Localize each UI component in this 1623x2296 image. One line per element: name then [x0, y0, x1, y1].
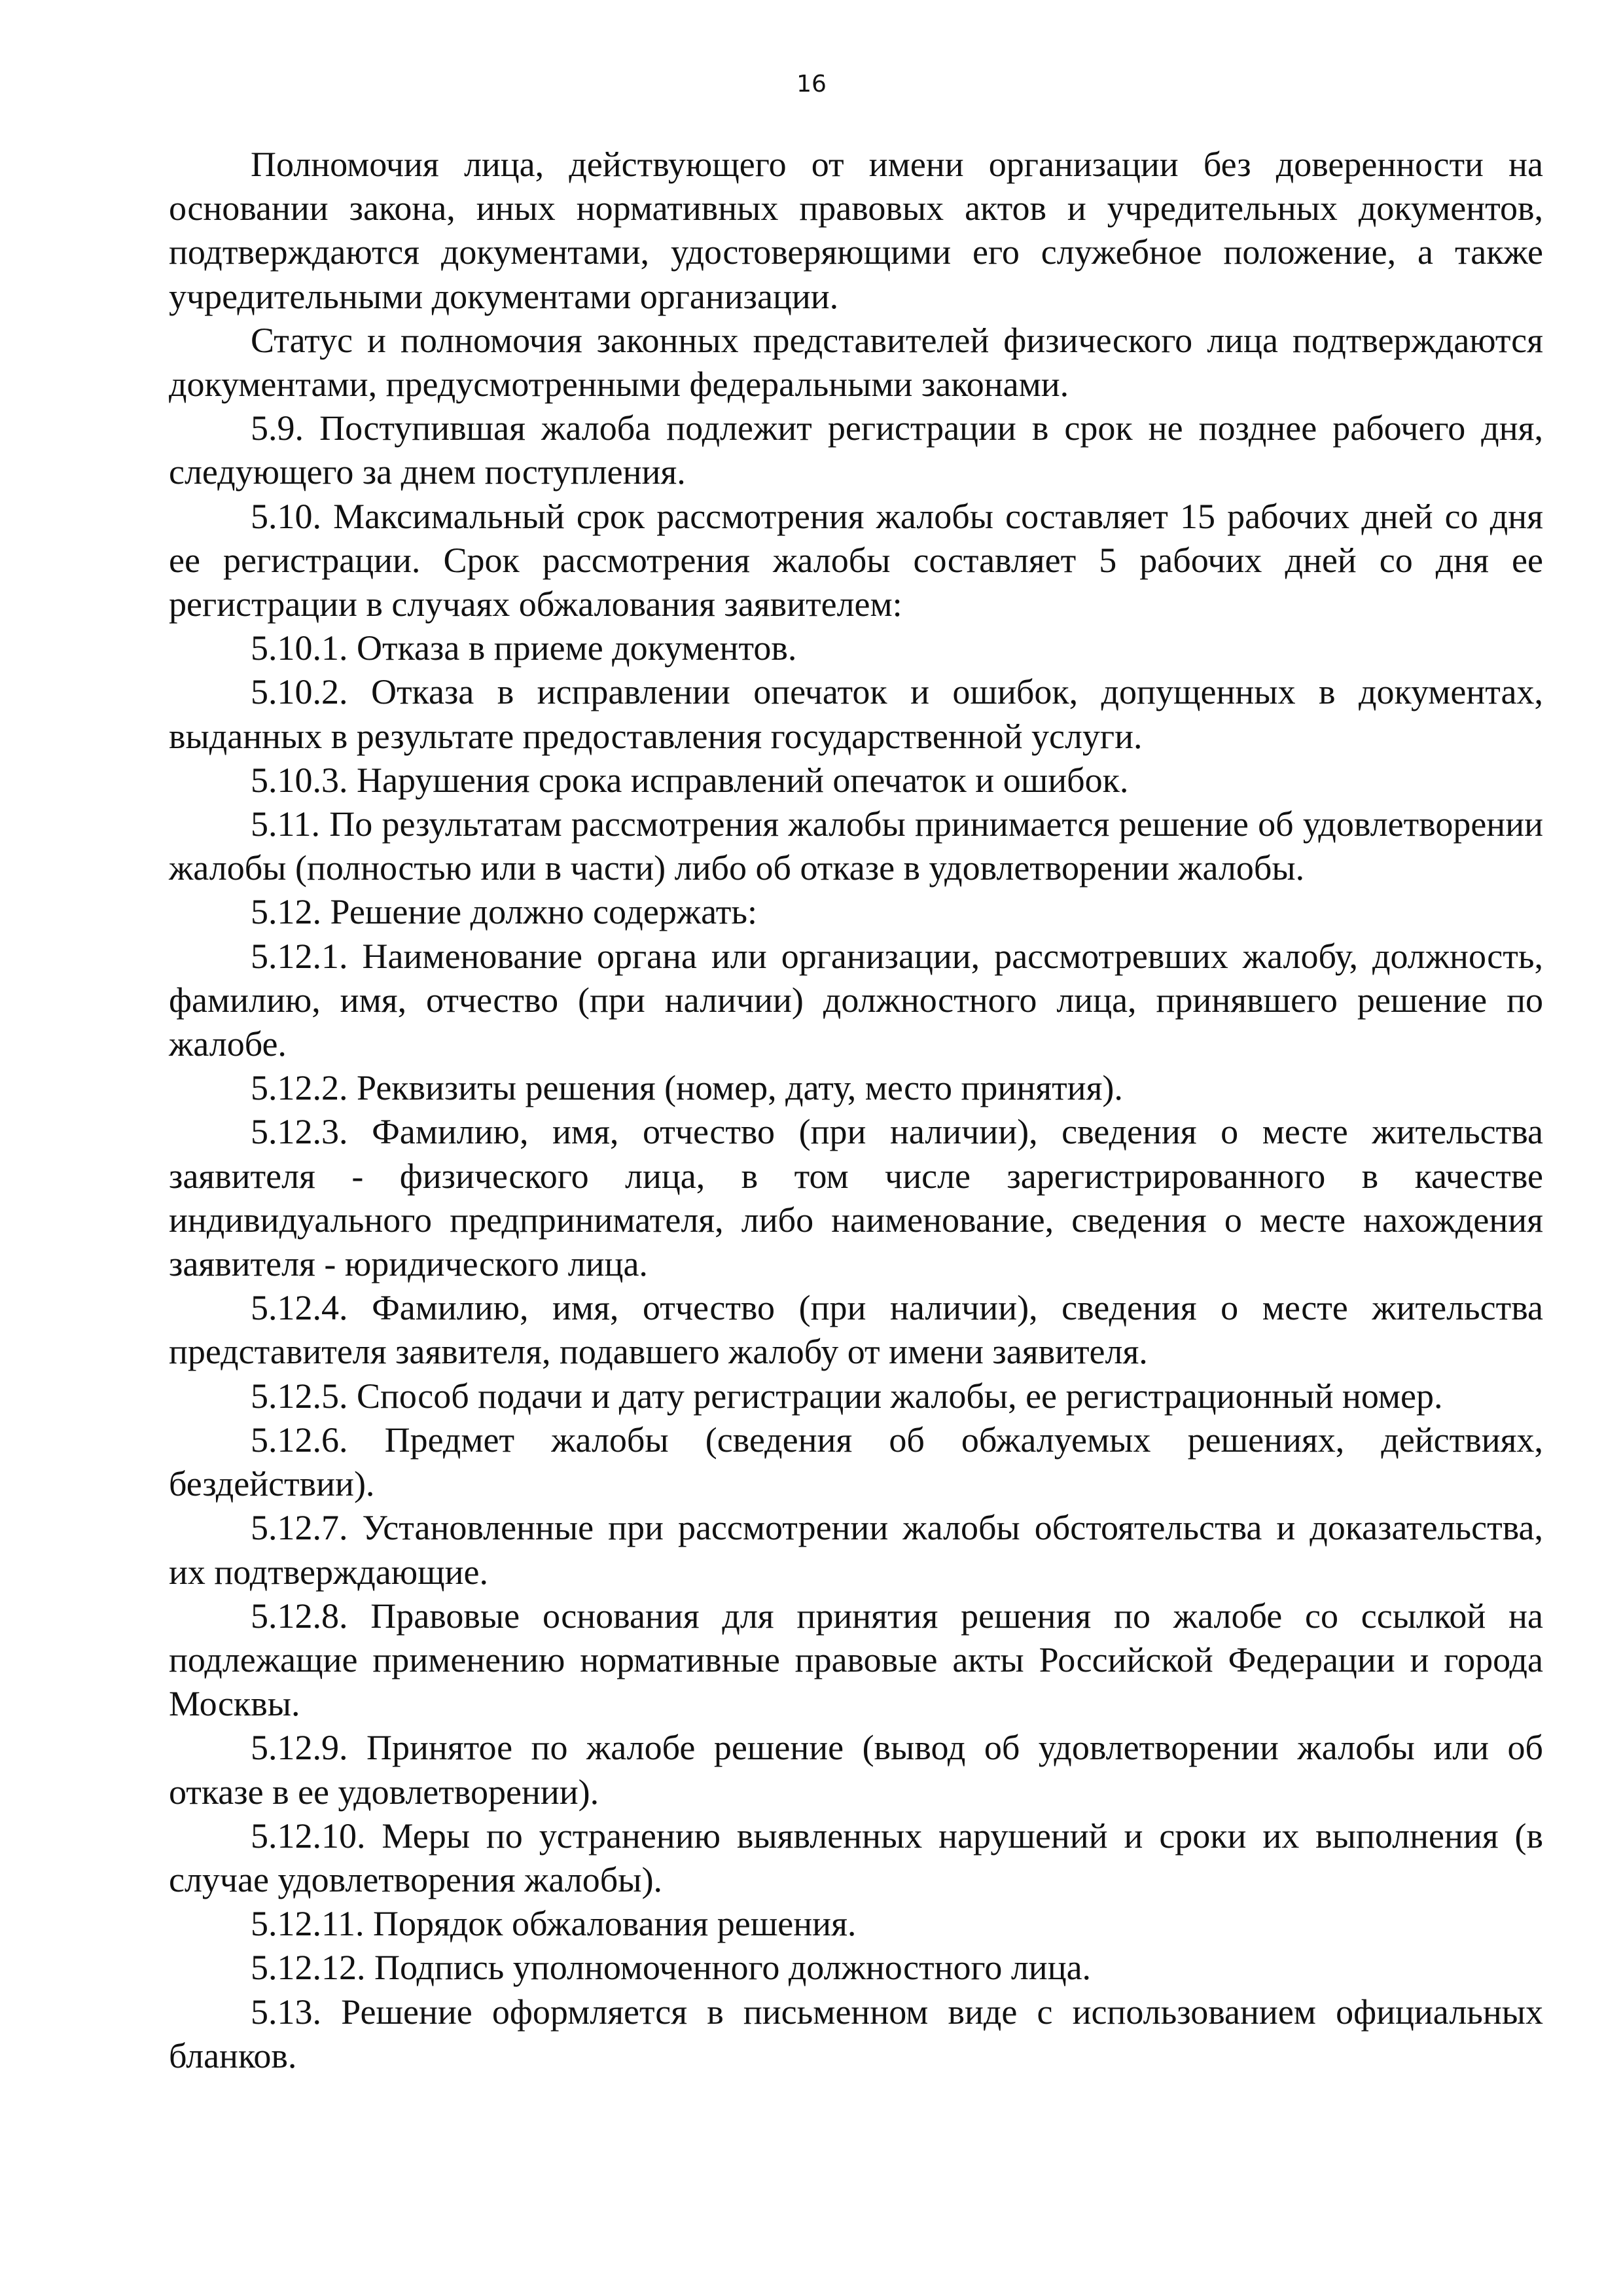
paragraph: 5.9. Поступившая жалоба подлежит регистрации в срок не позднее рабочего дня, следующего за днем поступления. — [169, 408, 1543, 492]
paragraph: 5.12.5. Способ подачи и дату регистрации жалобы, ее регистрационный номер. — [251, 1376, 1443, 1416]
paragraph: Полномочия лица, действующего от имени организации без доверенности на основании закона, иных нормативных правовых актов и учредительных документов, подтверждаются документами, удостоверяющими его служебное положение, а также учредительными документами организации. — [169, 145, 1543, 316]
paragraph: 5.11. По результатам рассмотрения жалобы принимается решение об удовлетворении жалобы (полностью или в части) либо об отказе в удовлетворении жалобы. — [169, 804, 1543, 888]
paragraph: 5.12.9. Принятое по жалобе решение (вывод об удовлетворении жалобы или об отказе в ее удовлетворении). — [169, 1728, 1543, 1812]
paragraph: 5.12.2. Реквизиты решения (номер, дату, место принятия). — [251, 1068, 1123, 1108]
paragraph: 5.12.7. Установленные при рассмотрении жалобы обстоятельства и доказательства, их подтверждающие. — [169, 1508, 1543, 1592]
paragraph: 5.12.10. Меры по устранению выявленных нарушений и сроки их выполнения (в случае удовлетворения жалобы). — [169, 1816, 1543, 1899]
paragraph: 5.12.4. Фамилию, имя, отчество (при наличии), сведения о месте жительства представителя заявителя, подавшего жалобу от имени заявителя. — [169, 1288, 1543, 1372]
page-number: 16 — [796, 71, 827, 98]
paragraph: Статус и полномочия законных представителей физического лица подтверждаются документами, предусмотренными федеральными законами. — [169, 320, 1543, 404]
paragraph: 5.12.3. Фамилию, имя, отчество (при наличии), сведения о месте жительства заявителя - физического лица, в том числе зарегистрированного в качестве индивидуального предпринимателя, либо наименование, сведения о месте нахождения заявителя - юридического лица. — [169, 1112, 1543, 1284]
document-body — [169, 143, 1543, 2078]
paragraph: 5.12. Решение должно содержать: — [251, 892, 757, 932]
paragraph: 5.13. Решение оформляется в письменном виде с использованием официальных бланков. — [169, 1992, 1543, 2075]
paragraph: 5.10. Максимальный срок рассмотрения жалобы составляет 15 рабочих дней со дня ее регистрации. Срок рассмотрения жалобы составляет 5 рабочих дней со дня ее регистрации в случаях обжалования заявителем: — [169, 496, 1543, 624]
paragraph: 5.12.1. Наименование органа или организации, рассмотревших жалобу, должность, фамилию, имя, отчество (при наличии) должностного лица, принявшего решение по жалобе. — [169, 936, 1543, 1064]
paragraph: 5.12.11. Порядок обжалования решения. — [251, 1904, 857, 1944]
paragraph: 5.10.1. Отказа в приеме документов. — [251, 628, 797, 668]
paragraph: 5.10.3. Нарушения срока исправлений опечаток и ошибок. — [251, 760, 1129, 800]
paragraph: 5.12.8. Правовые основания для принятия решения по жалобе со ссылкой на подлежащие применению нормативные правовые акты Российской Федерации и города Москвы. — [169, 1596, 1543, 1724]
paragraph: 5.10.2. Отказа в исправлении опечаток и ошибок, допущенных в документах, выданных в результате предоставления государственной услуги. — [169, 672, 1543, 756]
paragraph: 5.12.6. Предмет жалобы (сведения об обжалуемых решениях, действиях, бездействии). — [169, 1420, 1543, 1504]
paragraph: 5.12.12. Подпись уполномоченного должностного лица. — [251, 1948, 1092, 1988]
